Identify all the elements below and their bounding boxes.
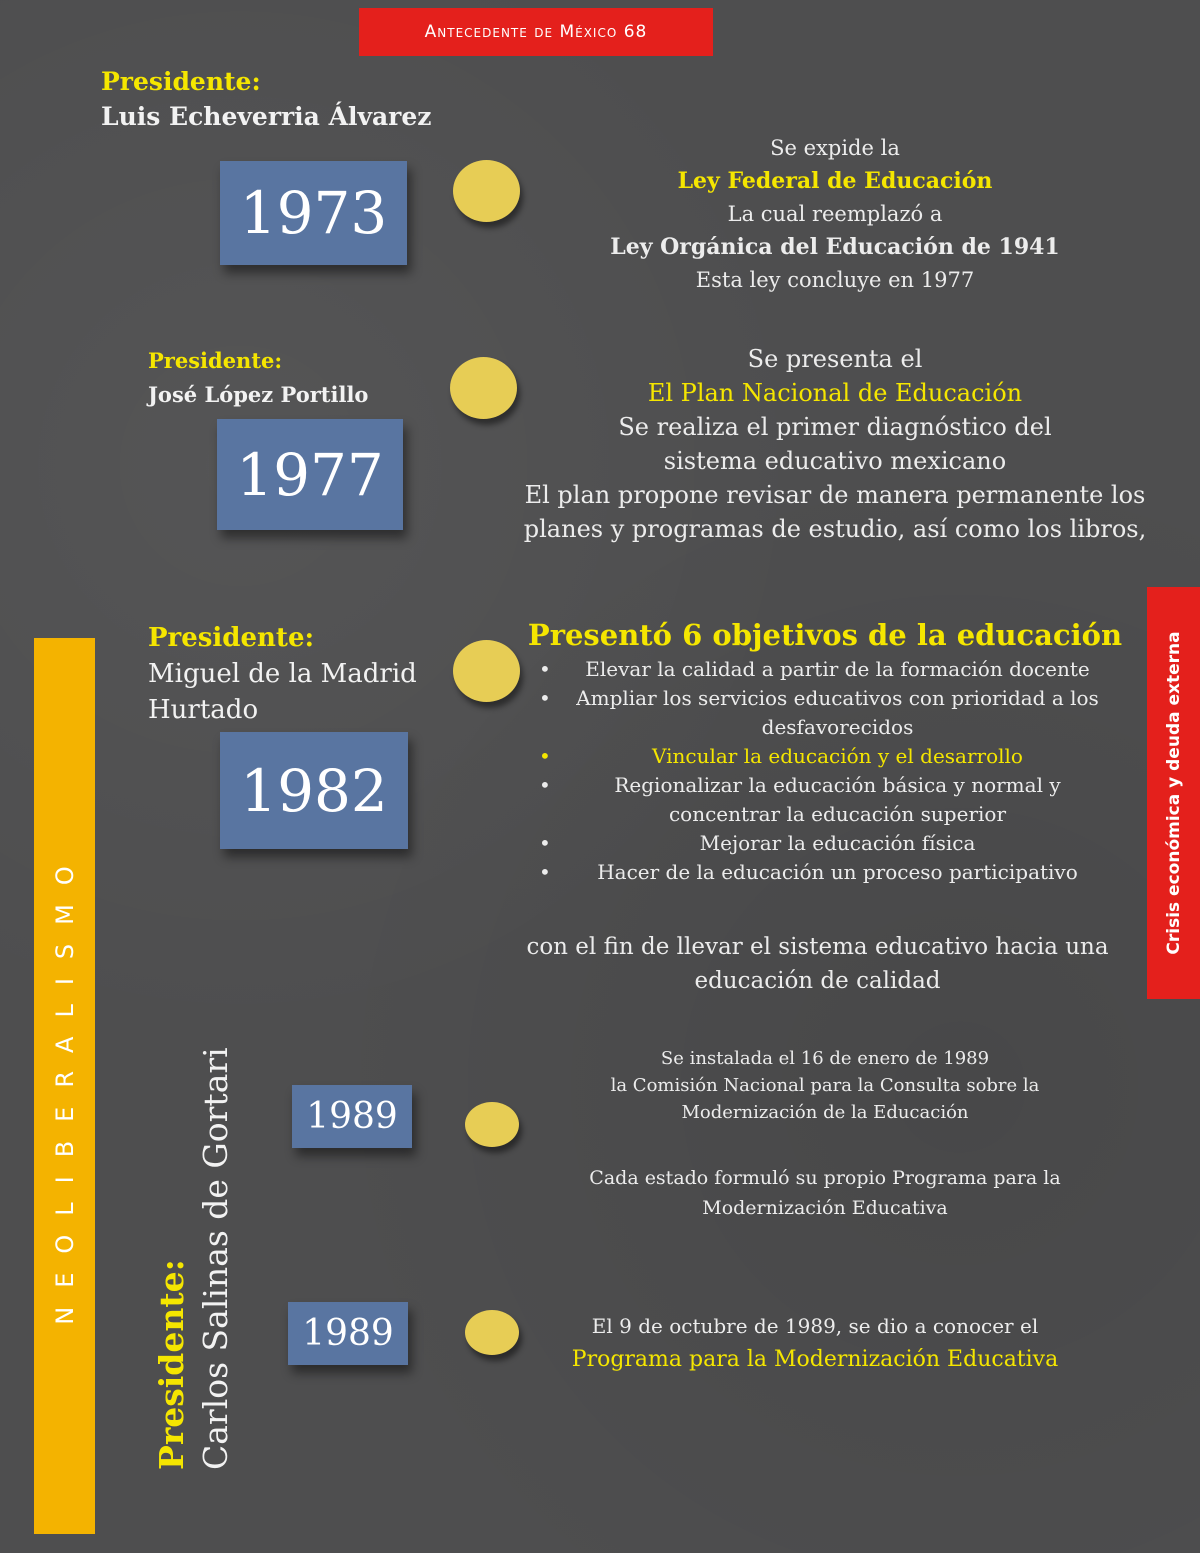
objectives-heading: Presentó 6 objetivos de la educación — [527, 618, 1123, 652]
event-line: Esta ley concluye en 1977 — [695, 268, 975, 292]
bullet-icon: • — [539, 773, 551, 797]
timeline-dot — [453, 640, 520, 702]
neoliberalismo-bar — [34, 638, 95, 1534]
president-name: Miguel de la Madrid — [148, 659, 417, 689]
year-box-1973 — [220, 161, 407, 265]
list-item: • Ampliar los servicios educativos con prioridad a los desfavorecidos — [539, 686, 1099, 739]
event-highlight: El Plan Nacional de Educación — [647, 379, 1023, 407]
president-label: Presidente: — [152, 1259, 191, 1470]
president-block-2 — [148, 344, 368, 412]
neoliberalismo-label: NEOLIBERALISMO — [50, 847, 79, 1325]
event-highlight: Ley Federal de Educación — [677, 168, 993, 194]
timeline-dot — [465, 1102, 519, 1147]
year-box-1977 — [217, 419, 403, 530]
event-text-1989-b — [560, 1163, 1090, 1223]
year-label: 1977 — [236, 440, 384, 509]
event-line: la Comisión Nacional para la Consulta sobre la Modernización de la Educación — [610, 1075, 1040, 1123]
event-line: Se presenta el — [747, 345, 923, 373]
president-label: Presidente: — [148, 623, 315, 653]
list-item: • Hacer de la educación un proceso participativo — [535, 858, 1105, 887]
list-item: • Mejorar la educación física — [535, 829, 1105, 858]
list-item: • Vincular la educación y el desarrollo — [535, 742, 1105, 771]
president-label: Presidente: — [148, 348, 283, 373]
year-box-1982 — [220, 732, 408, 849]
president-name: Luis Echeverria Álvarez — [101, 102, 432, 131]
year-label: 1989 — [306, 1096, 398, 1137]
year-label: 1973 — [239, 179, 388, 247]
year-box-1989-b — [288, 1302, 408, 1365]
bullet-icon: • — [539, 831, 551, 855]
bullet-icon: • — [539, 744, 551, 768]
event-line-bold: Ley Orgánica del Educación de 1941 — [610, 234, 1060, 260]
event-text-1989-a — [590, 1045, 1060, 1126]
list-item: • Elevar la calidad a partir de la formación docente — [535, 655, 1105, 684]
crisis-bar — [1147, 587, 1200, 999]
timeline-dot — [465, 1310, 519, 1355]
president-block-4 — [150, 1030, 240, 1470]
timeline-dot — [450, 357, 517, 419]
header-title-box — [359, 8, 713, 56]
event-highlight: Programa para la Modernización Educativa — [571, 1347, 1059, 1372]
president-block-1 — [101, 64, 431, 134]
event-line: Se instalada el 16 de enero de 1989 — [660, 1048, 990, 1069]
bullet-icon: • — [539, 686, 551, 710]
bullet-icon: • — [539, 860, 551, 884]
president-label: Presidente: — [101, 67, 261, 96]
event-line: El 9 de octubre de 1989, se dio a conocer el — [591, 1314, 1039, 1338]
event-text-1973 — [560, 132, 1110, 297]
bullet-icon: • — [539, 657, 551, 681]
crisis-label: Crisis económica y deuda externa — [1163, 631, 1184, 955]
year-box-1989-a — [292, 1085, 412, 1148]
president-name: José López Portillo — [148, 382, 369, 407]
objectives-list — [535, 655, 1105, 887]
event-line: La cual reemplazó a — [727, 202, 943, 226]
objectives-closing: con el fin de llevar el sistema educativo hacia una educación de calidad — [526, 934, 1109, 994]
event-text-1989-c — [540, 1310, 1090, 1376]
president-name: Carlos Salinas de Gortari — [196, 1047, 235, 1470]
president-block-3 — [148, 620, 417, 728]
year-label: 1982 — [240, 756, 388, 825]
list-item: • Regionalizar la educación básica y normal y concentrar la educación superior — [539, 773, 1061, 826]
timeline-dot — [453, 160, 520, 222]
event-text-1977 — [520, 342, 1150, 546]
year-label: 1989 — [302, 1313, 394, 1354]
event-line: Cada estado formuló su propio Programa para la Modernización Educativa — [589, 1167, 1061, 1219]
president-name-continued: Hurtado — [148, 695, 259, 725]
event-line: Se expide la — [770, 136, 900, 160]
event-line: El plan propone revisar de manera permanente los planes y programas de estudio, así como los libros, — [523, 481, 1147, 543]
event-line: Se realiza el primer diagnóstico del sistema educativo mexicano — [618, 413, 1052, 475]
header-title: Antecedente de México 68 — [424, 22, 648, 42]
